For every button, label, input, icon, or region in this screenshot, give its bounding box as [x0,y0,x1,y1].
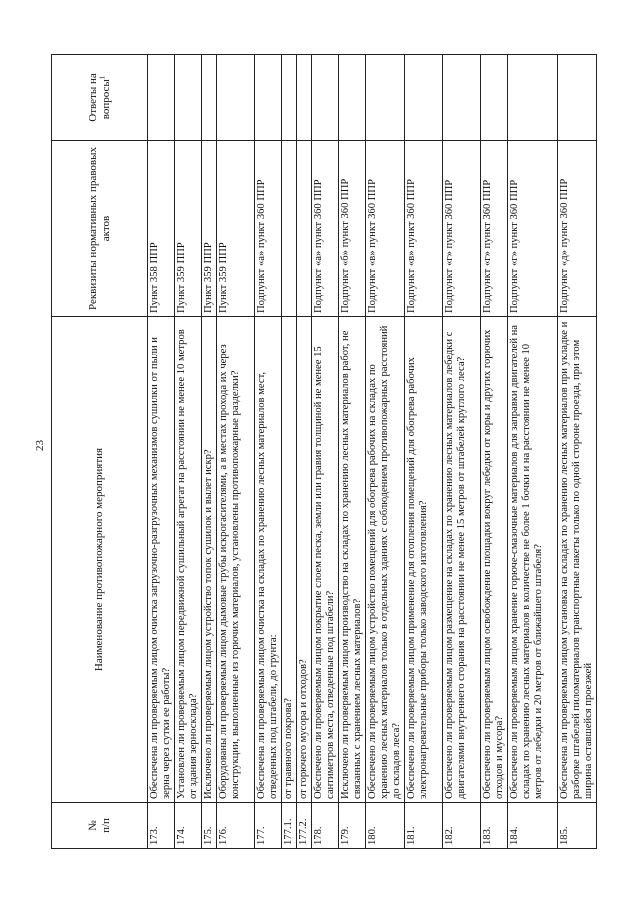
row-answer[interactable] [282,55,297,141]
row-measure-name: Обеспечено ли проверяемым лицом покрытие слоем песка, земли или гравия толщиной не менее 15 сантиметров места, отведенные под штабели? [312,317,339,803]
table-row [366,55,405,849]
row-requisites [282,141,297,317]
row-answer[interactable] [297,55,312,141]
table-row [312,55,339,849]
table-row [443,55,481,849]
row-requisites: Подпункт «г» пункт 360 ППР [443,141,481,317]
row-answer[interactable] [558,55,597,141]
table-row [481,55,508,849]
table-row [255,55,282,849]
table-row [282,55,297,849]
row-measure-name: Обеспечена ли проверяемым лицом установка на складах по хранению лесных материалов при укладке и разборке штабелей пиломатериалов транспортные пакеты только по одной стороне проезда, при этом ширина оставшейся проезжей [558,317,597,803]
row-number: 181. [405,803,443,849]
row-measure-name: Обеспечено ли проверяемым лицом освобождение площадки вокруг лебедки от коры и других горючих отходов и мусора? [481,317,508,803]
table-row [217,55,255,849]
row-answer[interactable] [148,55,175,141]
row-number: 179. [339,803,366,849]
row-requisites: Подпункт «а» пункт 360 ППР [312,141,339,317]
header-name: Наименование противопожарного мероприятия [52,317,148,803]
header-requisites: Реквизиты нормативных правовых актов [52,141,148,317]
header-num: № п/п [52,803,148,849]
row-number: 178. [312,803,339,849]
row-answer[interactable] [481,55,508,141]
row-requisites: Пункт 359 ППР [202,141,217,317]
row-answer[interactable] [508,55,558,141]
row-number: 174. [175,803,202,849]
row-answer[interactable] [366,55,405,141]
page-number: 23 [34,440,46,451]
row-requisites: Подпункт «в» пункт 360 ППР [366,141,405,317]
row-answer[interactable] [312,55,339,141]
row-requisites: Подпункт «а» пункт 360 ППР [255,141,282,317]
fire-safety-checklist-table [51,54,597,849]
row-requisites [297,141,312,317]
row-measure-name: Обеспечена ли проверяемым лицом очистка загрузочно-разгрузочных механизмов сушилки от пыли и зерна через сутки ее работы? [148,317,175,803]
row-number: 183. [481,803,508,849]
row-number: 177. [255,803,282,849]
row-number: 185. [558,803,597,849]
row-measure-name: Обеспечено ли проверяемым лицом устройство помещений для обогрева рабочих на складах по хранению лесных материалов только в отдельных зданиях с соблюдением противопожарных расстояний до складов леса? [366,317,405,803]
row-measure-name: от горючего мусора и отходов? [297,317,312,803]
row-number: 176. [217,803,255,849]
row-measure-name: Обеспечено ли проверяемым лицом хранение горюче-смазочные материалов для заправки двигателей на складах по хранению лесных материалов в количестве не более 1 бочки и на расстоянии не менее 10 метров от лебедки и 20 метров от ближайшего штабеля? [508,317,558,803]
row-number: 177.1. [282,803,297,849]
row-measure-name: Исключено ли проверяемым лицом производство на складах по хранению лесных материалов работ, не связанных с хранением лесных материалов? [339,317,366,803]
row-answer[interactable] [255,55,282,141]
header-answers [52,55,148,141]
row-measure-name: Обеспечено ли проверяемым лицом применение для отопления помещений для обогрева рабочих электронагревательные приборы только заводского изготовления? [405,317,443,803]
row-answer[interactable] [217,55,255,141]
row-number: 184. [508,803,558,849]
row-number: 177.2. [297,803,312,849]
row-answer[interactable] [339,55,366,141]
row-requisites: Пункт 358 ППР [148,141,175,317]
row-measure-name: Оборудованы ли проверяемым лицом дымовые трубы искрогасителями, а в местах прохода их через конструкции, выполненные из горючих материалов, установлены противопожарные разделки? [217,317,255,803]
table-row [148,55,175,849]
row-number: 175. [202,803,217,849]
row-number: 182. [443,803,481,849]
row-requisites: Подпункт «г» пункт 360 ППР [481,141,508,317]
table-row [202,55,217,849]
table-row [297,55,312,849]
table-row [558,55,597,849]
row-requisites: Пункт 359 ППР [175,141,202,317]
row-measure-name: Установлен ли проверяемым лицом передвижной сушильный агрегат на расстоянии не менее 10 метров от здания зерносклада? [175,317,202,803]
row-requisites: Пункт 359 ППР [217,141,255,317]
header-row [52,55,148,849]
table-row [175,55,202,849]
footnote-marker: 1 [97,75,106,80]
row-answer[interactable] [443,55,481,141]
row-answer[interactable] [175,55,202,141]
row-requisites: Подпункт «г» пункт 360 ППР [508,141,558,317]
table-row [405,55,443,849]
row-answer[interactable] [405,55,443,141]
table-row [508,55,558,849]
row-number: 173. [148,803,175,849]
header-answers-label: Ответы на вопросы [86,73,112,122]
row-requisites: Подпункт «в» пункт 360 ППР [405,141,443,317]
row-measure-name: Исключено ли проверяемым лицом устройство топок сушилок и вылет искр? [202,317,217,803]
row-answer[interactable] [202,55,217,141]
row-measure-name: от травяного покрова? [282,317,297,803]
row-measure-name: Обеспечена ли проверяемым лицом очистка на складах по хранению лесных материалов мест, отведенных под штабели, до грунта: [255,317,282,803]
table-row [339,55,366,849]
row-measure-name: Обеспечено ли проверяемым лицом размещение на складах по хранению лесных материалов лебедки с двигателями внутреннего сгорания на расстоянии не менее 15 метров от штабелей круглого леса? [443,317,481,803]
row-requisites: Подпункт «б» пункт 360 ППР [339,141,366,317]
row-requisites: Подпункт «д» пункт 360 ППР [558,141,597,317]
rotated-sheet [51,55,594,849]
row-number: 180. [366,803,405,849]
